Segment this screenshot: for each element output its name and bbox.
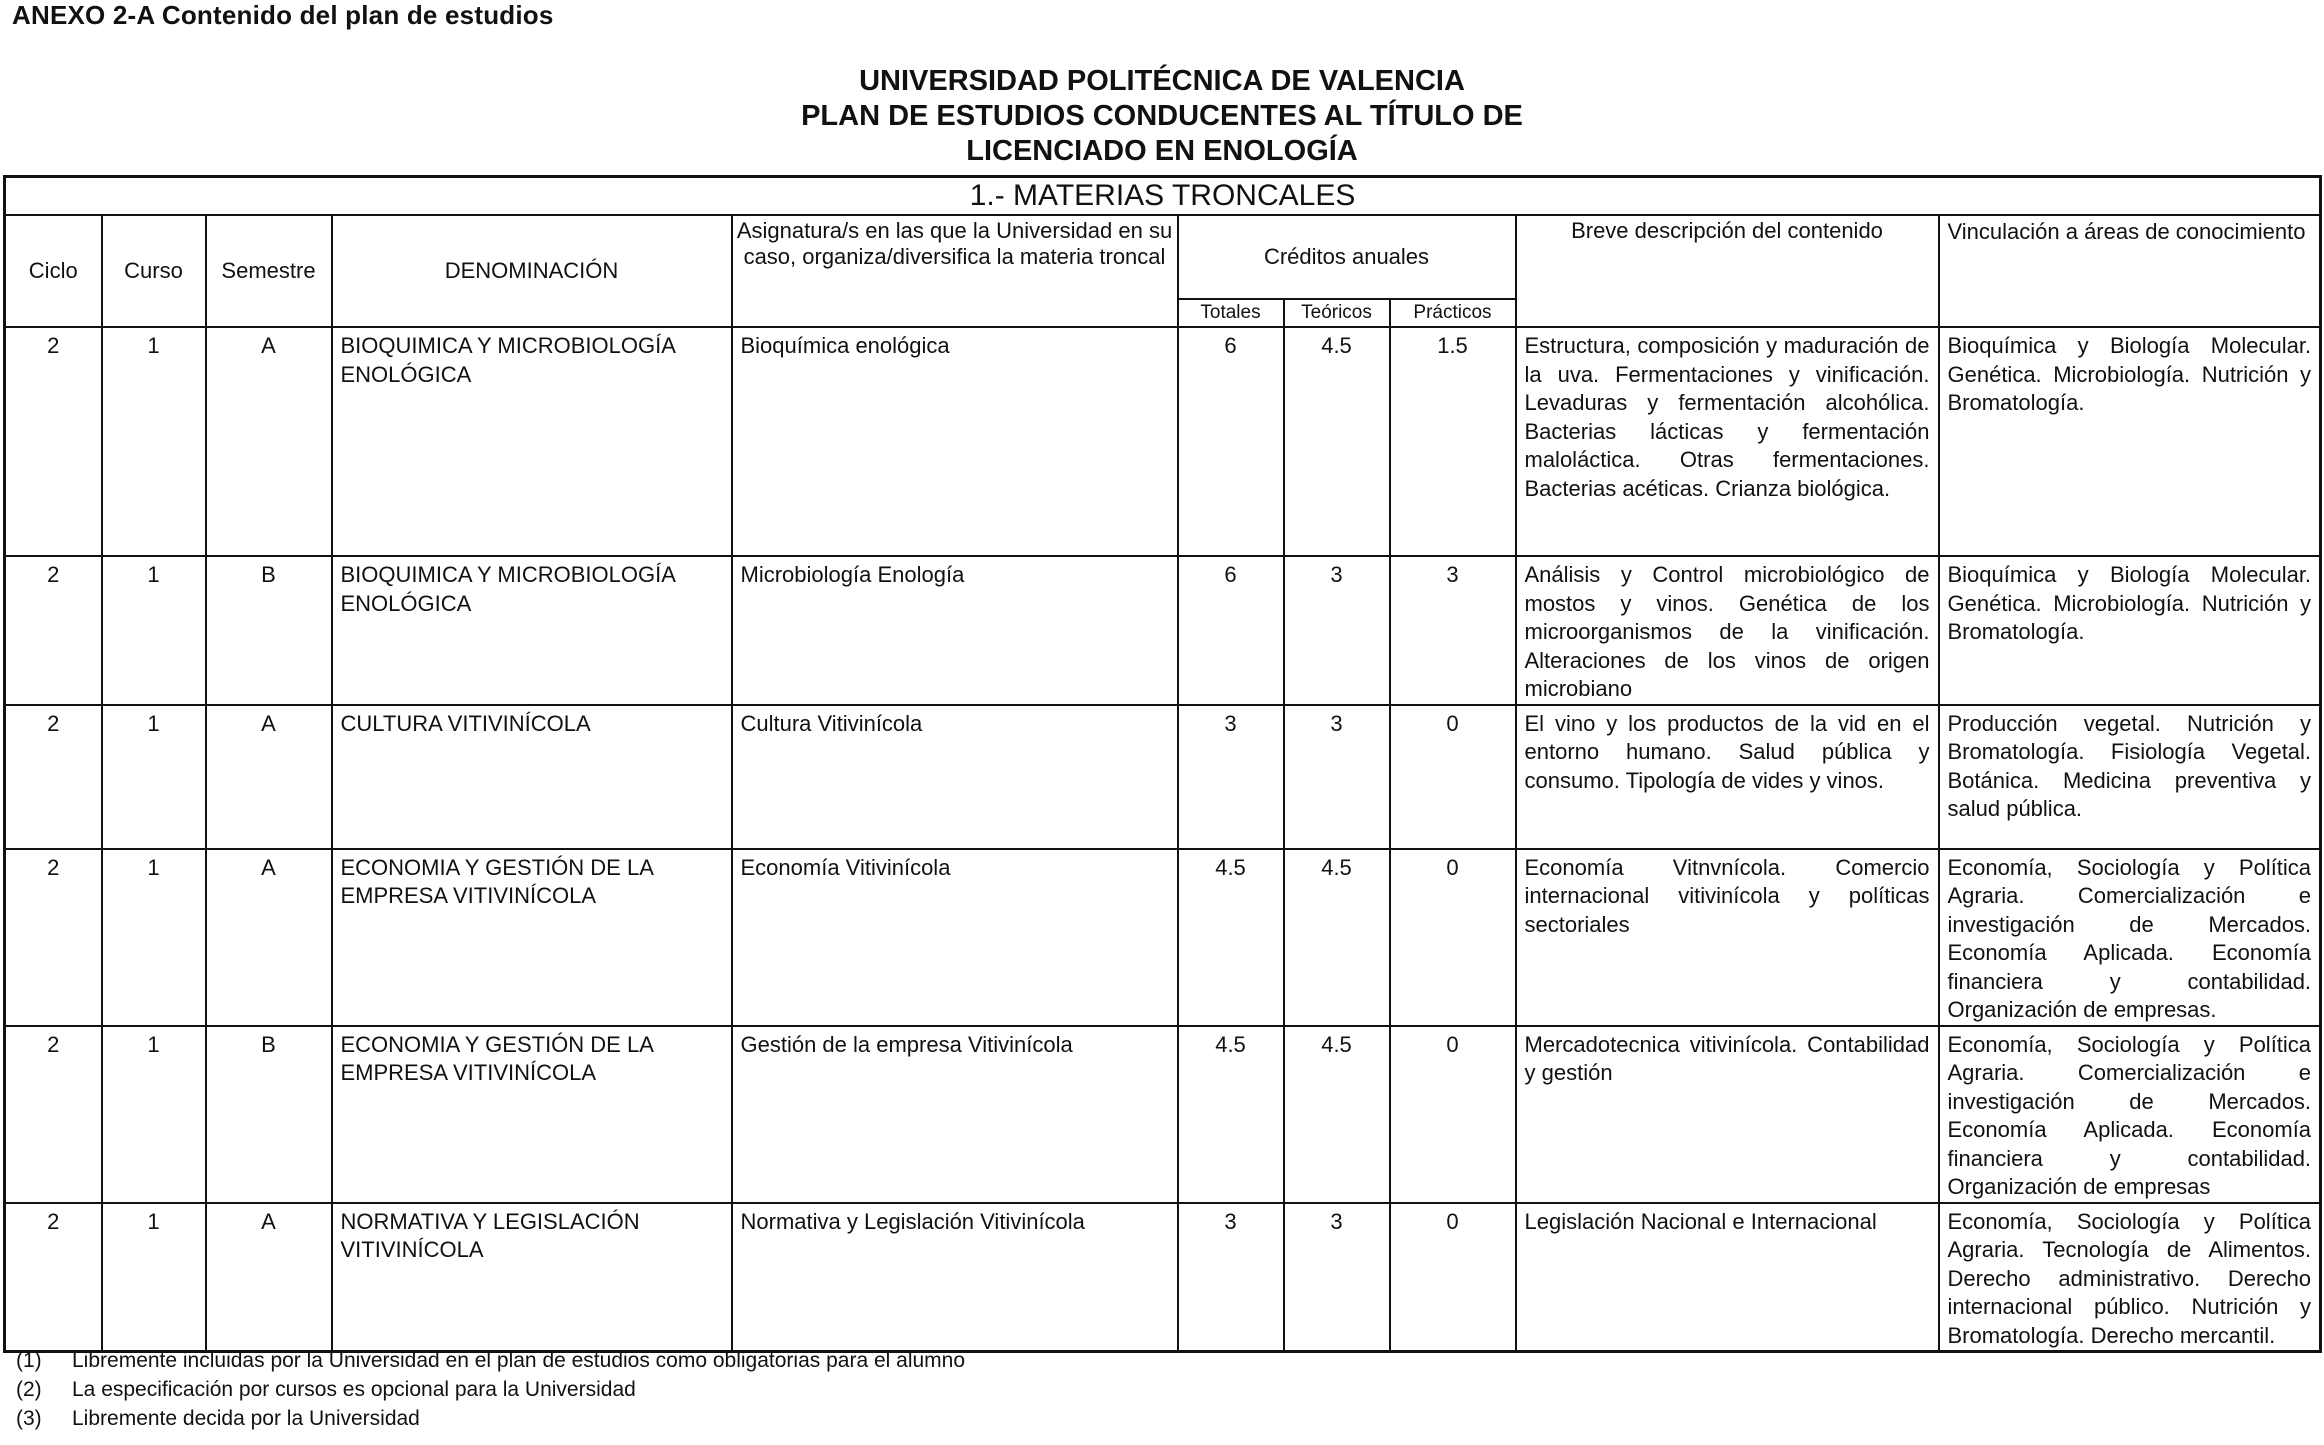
cell-curso: 1 (102, 327, 206, 556)
cell-ciclo: 2 (5, 327, 102, 556)
cell-curso: 1 (102, 1026, 206, 1203)
header-asignatura: Asignatura/s en las que la Universidad en su caso, organiza/diversifica la materia troncal (732, 215, 1178, 327)
plan-title: PLAN DE ESTUDIOS CONDUCENTES AL TÍTULO DE (801, 100, 1523, 132)
cell-denominacion: NORMATIVA Y LEGISLACIÓN VITIVINÍCOLA (332, 1203, 732, 1352)
cell-semestre: A (206, 1203, 332, 1352)
header-totales: Totales (1178, 299, 1284, 327)
cell-asignatura: Economía Vitivinícola (732, 849, 1178, 1026)
cell-vinculacion: Economía, Sociología y Política Agraria. Comercialización e investigación de Mercados. Economía Aplicada. Economía financiera y contabilidad. Organización de empresas (1939, 1026, 2321, 1203)
header-creditos: Créditos anuales (1178, 215, 1516, 299)
cell-totales: 4.5 (1178, 1026, 1284, 1203)
cell-practicos: 3 (1390, 556, 1516, 705)
header-curso: Curso (102, 215, 206, 327)
cell-totales: 4.5 (1178, 849, 1284, 1026)
table-row (5, 849, 2321, 1026)
cell-descripcion: El vino y los productos de la vid en el entorno humano. Salud pública y consumo. Tipología de vides y vinos. (1516, 705, 1939, 849)
footnote (16, 1346, 965, 1375)
header-descripcion: Breve descripción del contenido (1516, 215, 1939, 327)
cell-totales: 6 (1178, 556, 1284, 705)
cell-denominacion: BIOQUIMICA Y MICROBIOLOGÍA ENOLÓGICA (332, 327, 732, 556)
cell-descripcion: Economía Vitnvnícola. Comercio internacional vitivinícola y políticas sectoriales (1516, 849, 1939, 1026)
cell-denominacion: ECONOMIA Y GESTIÓN DE LA EMPRESA VITIVINÍCOLA (332, 1026, 732, 1203)
document-titles (0, 64, 2324, 169)
cell-semestre: A (206, 327, 332, 556)
header-vinculacion: Vinculación a áreas de conocimiento (1939, 215, 2321, 327)
footnote-text: La especificación por cursos es opcional para la Universidad (72, 1378, 636, 1401)
header-semestre: Semestre (206, 215, 332, 327)
cell-descripcion: Análisis y Control microbiológico de mostos y vinos. Genética de los microorganismos de la vinificación. Alteraciones de los vinos de origen microbiano (1516, 556, 1939, 705)
cell-semestre: B (206, 1026, 332, 1203)
cell-teoricos: 4.5 (1284, 1026, 1390, 1203)
table-row (5, 556, 2321, 705)
cell-practicos: 0 (1390, 1026, 1516, 1203)
footnote (16, 1404, 965, 1433)
cell-vinculacion: Producción vegetal. Nutrición y Bromatología. Fisiología Vegetal. Botánica. Medicina preventiva y salud pública. (1939, 705, 2321, 849)
cell-practicos: 1.5 (1390, 327, 1516, 556)
cell-asignatura: Microbiología Enología (732, 556, 1178, 705)
cell-ciclo: 2 (5, 849, 102, 1026)
cell-totales: 3 (1178, 1203, 1284, 1352)
footnote-text: Libremente incluidas por la Universidad en el plan de estudios como obligatorias para el alumno (72, 1349, 966, 1372)
table-row (5, 1026, 2321, 1203)
cell-vinculacion: Bioquímica y Biología Molecular. Genética. Microbiología. Nutrición y Bromatología. (1939, 327, 2321, 556)
cell-denominacion: CULTURA VITIVINÍCOLA (332, 705, 732, 849)
header-teoricos: Teóricos (1284, 299, 1390, 327)
curriculum-table (3, 175, 2322, 1353)
cell-asignatura: Gestión de la empresa Vitivinícola (732, 1026, 1178, 1203)
section-title: 1.- MATERIAS TRONCALES (5, 177, 2321, 216)
cell-totales: 3 (1178, 705, 1284, 849)
cell-totales: 6 (1178, 327, 1284, 556)
cell-descripcion: Legislación Nacional e Internacional (1516, 1203, 1939, 1352)
annex-title: ANEXO 2-A Contenido del plan de estudios (12, 0, 554, 30)
university-title: UNIVERSIDAD POLITÉCNICA DE VALENCIA (859, 65, 1465, 97)
cell-ciclo: 2 (5, 705, 102, 849)
cell-practicos: 0 (1390, 849, 1516, 1026)
cell-ciclo: 2 (5, 1203, 102, 1352)
cell-descripcion: Mercadotecnica vitivinícola. Contabilidad y gestión (1516, 1026, 1939, 1203)
cell-teoricos: 4.5 (1284, 849, 1390, 1026)
cell-vinculacion: Bioquímica y Biología Molecular. Genética. Microbiología. Nutrición y Bromatología. (1939, 556, 2321, 705)
cell-denominacion: ECONOMIA Y GESTIÓN DE LA EMPRESA VITIVINÍCOLA (332, 849, 732, 1026)
cell-vinculacion: Economía, Sociología y Política Agraria. Tecnología de Alimentos. Derecho administrativo. Derecho internacional público. Nutrición y Bromatología. Derecho mercantil. (1939, 1203, 2321, 1352)
footnote (16, 1375, 965, 1404)
cell-teoricos: 3 (1284, 705, 1390, 849)
header-practicos: Prácticos (1390, 299, 1516, 327)
footnotes (16, 1346, 965, 1433)
footnote-number: (2) (16, 1378, 42, 1401)
cell-curso: 1 (102, 849, 206, 1026)
cell-denominacion: BIOQUIMICA Y MICROBIOLOGÍA ENOLÓGICA (332, 556, 732, 705)
cell-practicos: 0 (1390, 705, 1516, 849)
table-row (5, 327, 2321, 556)
cell-vinculacion: Economía, Sociología y Política Agraria. Comercialización e investigación de Mercados. Economía Aplicada. Economía financiera y contabilidad. Organización de empresas. (1939, 849, 2321, 1026)
section-header-row (5, 177, 2321, 216)
cell-semestre: A (206, 705, 332, 849)
header-ciclo: Ciclo (5, 215, 102, 327)
cell-asignatura: Cultura Vitivinícola (732, 705, 1178, 849)
cell-curso: 1 (102, 705, 206, 849)
cell-ciclo: 2 (5, 1026, 102, 1203)
cell-ciclo: 2 (5, 556, 102, 705)
cell-curso: 1 (102, 1203, 206, 1352)
column-header-row (5, 215, 2321, 299)
cell-practicos: 0 (1390, 1203, 1516, 1352)
table-row (5, 1203, 2321, 1352)
footnote-number: (3) (16, 1407, 42, 1430)
cell-curso: 1 (102, 556, 206, 705)
footnote-number: (1) (16, 1349, 42, 1372)
table-row (5, 705, 2321, 849)
footnote-text: Libremente decida por la Universidad (72, 1407, 420, 1430)
cell-descripcion: Estructura, composición y maduración de la uva. Fermentaciones y vinificación. Levaduras y fermentación alcohólica. Bacterias lácticas y fermentación maloláctica. Otras fermentaciones. Bacterias acéticas. Crianza biológica. (1516, 327, 1939, 556)
cell-teoricos: 4.5 (1284, 327, 1390, 556)
cell-asignatura: Normativa y Legislación Vitivinícola (732, 1203, 1178, 1352)
degree-title: LICENCIADO EN ENOLOGÍA (966, 135, 1358, 167)
cell-semestre: A (206, 849, 332, 1026)
cell-semestre: B (206, 556, 332, 705)
cell-teoricos: 3 (1284, 1203, 1390, 1352)
cell-asignatura: Bioquímica enológica (732, 327, 1178, 556)
header-denominacion: DENOMINACIÓN (332, 215, 732, 327)
cell-teoricos: 3 (1284, 556, 1390, 705)
